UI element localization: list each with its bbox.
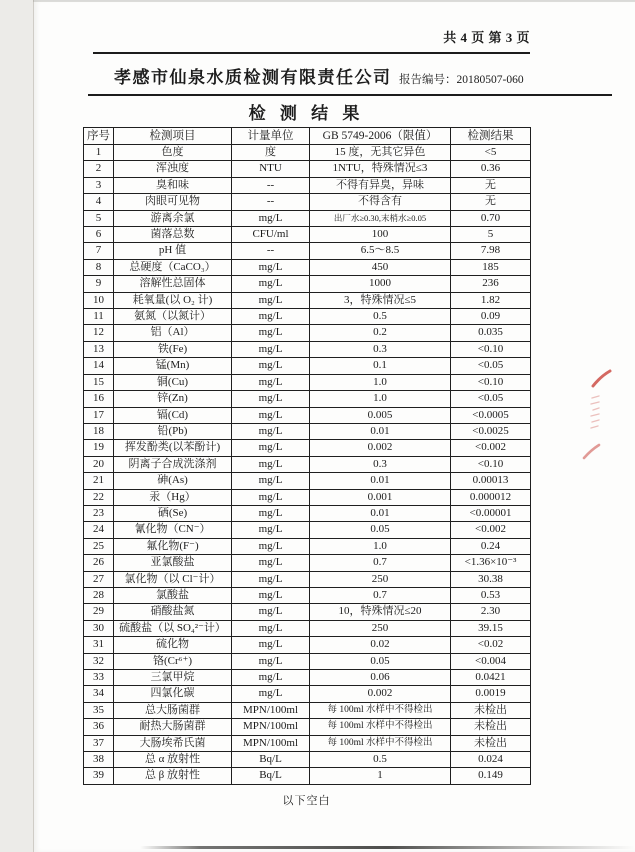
table-cell: 铅(Pb) (114, 423, 232, 439)
table-cell: mg/L (232, 637, 310, 653)
table-cell: 0.1 (310, 358, 451, 374)
report-number (399, 71, 524, 87)
table-cell: mg/L (232, 686, 310, 702)
table-cell: 总 β 放射性 (114, 768, 232, 784)
table-cell: mg/L (232, 358, 310, 374)
table-row (84, 768, 531, 784)
table-cell: 菌落总数 (114, 227, 232, 243)
table-cell: 1000 (310, 276, 451, 292)
table-row (84, 309, 531, 325)
table-row (84, 752, 531, 768)
table-row (84, 735, 531, 751)
table-cell: 2 (84, 161, 114, 177)
table-cell: mg/L (232, 456, 310, 472)
table-cell: Bq/L (232, 752, 310, 768)
table-cell: <1.36×10⁻³ (451, 555, 531, 571)
table-cell: 总大肠菌群 (114, 702, 232, 718)
table-cell: 0.24 (451, 538, 531, 554)
table-cell: 未检出 (451, 702, 531, 718)
table-row (84, 423, 531, 439)
table-cell: 铬(Cr⁶⁺) (114, 653, 232, 669)
table-cell: 19 (84, 440, 114, 456)
table-cell: 1.0 (310, 538, 451, 554)
table-cell: mg/L (232, 604, 310, 620)
table-row (84, 374, 531, 390)
scan-bottom-edge-shadow (140, 846, 635, 849)
results-table (83, 127, 531, 785)
table-row (84, 227, 531, 243)
table-cell: mg/L (232, 210, 310, 226)
table-cell: 0.36 (451, 161, 531, 177)
table-cell: mg/L (232, 473, 310, 489)
table-cell: 氰化物（CN⁻） (114, 522, 232, 538)
table-cell: 0.3 (310, 456, 451, 472)
table-cell: 0.005 (310, 407, 451, 423)
table-cell: 四氯化碳 (114, 686, 232, 702)
table-cell: 0.0019 (451, 686, 531, 702)
table-cell: 阴离子合成洗涤剂 (114, 456, 232, 472)
table-row (84, 407, 531, 423)
table-cell: 出厂水≥0.30,末梢水≥0.05 (310, 210, 451, 226)
table-cell: mg/L (232, 670, 310, 686)
table-cell: 1 (310, 768, 451, 784)
table-cell: 肉眼可见物 (114, 194, 232, 210)
table-cell: <0.05 (451, 358, 531, 374)
table-cell: <0.002 (451, 522, 531, 538)
table-cell: 0.000012 (451, 489, 531, 505)
table-cell: 不得有异臭，异味 (310, 177, 451, 193)
table-row (84, 177, 531, 193)
table-cell: 0.01 (310, 505, 451, 521)
table-cell: 1NTU，特殊情况≤3 (310, 161, 451, 177)
table-cell: 24 (84, 522, 114, 538)
company-name: 孝感市仙泉水质检测有限责任公司 (114, 68, 392, 87)
table-cell: 0.024 (451, 752, 531, 768)
table-cell: 0.7 (310, 587, 451, 603)
page-indicator: 共 4 页 第 3 页 (443, 30, 530, 45)
table-cell: 0.06 (310, 670, 451, 686)
table-header-row (84, 128, 531, 145)
results-table-body (84, 145, 531, 785)
table-cell: 0.01 (310, 423, 451, 439)
table-cell: 铁(Fe) (114, 341, 232, 357)
table-cell: 0.00013 (451, 473, 531, 489)
table-cell: 大肠埃希氏菌 (114, 735, 232, 751)
column-header-result: 检测结果 (451, 128, 531, 145)
table-cell: 1 (84, 145, 114, 161)
table-cell: MPN/100ml (232, 735, 310, 751)
table-cell: 0.05 (310, 653, 451, 669)
table-cell: 氯化物（以 Cl⁻计） (114, 571, 232, 587)
table-cell: MPN/100ml (232, 719, 310, 735)
table-cell: 15 (84, 374, 114, 390)
table-cell: 浑浊度 (114, 161, 232, 177)
table-cell: 色度 (114, 145, 232, 161)
table-cell: 10 (84, 292, 114, 308)
table-row (84, 473, 531, 489)
table-cell: mg/L (232, 653, 310, 669)
table-cell: 0.70 (451, 210, 531, 226)
table-cell: 30.38 (451, 571, 531, 587)
table-cell: 1.0 (310, 391, 451, 407)
table-cell: 39 (84, 768, 114, 784)
table-cell: 0.5 (310, 752, 451, 768)
header-rule-bottom (88, 94, 612, 96)
table-cell: 6 (84, 227, 114, 243)
table-row (84, 522, 531, 538)
table-cell: NTU (232, 161, 310, 177)
table-cell: 22 (84, 489, 114, 505)
table-cell: 250 (310, 571, 451, 587)
table-cell: 氯酸盐 (114, 587, 232, 603)
table-cell: 236 (451, 276, 531, 292)
table-cell: 无 (451, 194, 531, 210)
table-cell: 总硬度（CaCO₃） (114, 259, 232, 275)
table-cell: 铜(Cu) (114, 374, 232, 390)
table-row (84, 325, 531, 341)
table-cell: 挥发酚类(以苯酚计) (114, 440, 232, 456)
table-cell: mg/L (232, 292, 310, 308)
table-cell: mg/L (232, 374, 310, 390)
table-row (84, 604, 531, 620)
table-cell: 镉(Cd) (114, 407, 232, 423)
table-cell: 锰(Mn) (114, 358, 232, 374)
table-cell: -- (232, 177, 310, 193)
table-row (84, 719, 531, 735)
table-cell: 亚氯酸盐 (114, 555, 232, 571)
table-cell: 耗氧量(以 O₂ 计) (114, 292, 232, 308)
table-cell: 三氯甲烷 (114, 670, 232, 686)
table-cell: 臭和味 (114, 177, 232, 193)
table-cell: -- (232, 194, 310, 210)
table-row (84, 686, 531, 702)
report-number-label: 报告编号： (399, 74, 457, 86)
table-cell: 29 (84, 604, 114, 620)
table-cell: mg/L (232, 538, 310, 554)
table-cell: 23 (84, 505, 114, 521)
table-cell: -- (232, 243, 310, 259)
table-cell: 450 (310, 259, 451, 275)
table-cell: 5 (84, 210, 114, 226)
table-cell: mg/L (232, 555, 310, 571)
table-cell: <0.10 (451, 374, 531, 390)
table-cell: 0.2 (310, 325, 451, 341)
table-cell: MPN/100ml (232, 702, 310, 718)
column-header-limit: GB 5749-2006（限值） (310, 128, 451, 145)
table-cell: 0.01 (310, 473, 451, 489)
table-row (84, 440, 531, 456)
below-blank-note: 以下空白 (282, 795, 331, 807)
table-cell: 0.53 (451, 587, 531, 603)
table-row (84, 555, 531, 571)
table-cell: 7.98 (451, 243, 531, 259)
table-cell: <0.004 (451, 653, 531, 669)
table-cell: 无 (451, 177, 531, 193)
table-cell: 15 度，无其它异色 (310, 145, 451, 161)
report-number-value: 20180507-060 (456, 74, 524, 86)
table-cell: 硫化物 (114, 637, 232, 653)
table-cell: 250 (310, 620, 451, 636)
table-cell: 3，特殊情况≤5 (310, 292, 451, 308)
table-cell: 16 (84, 391, 114, 407)
table-cell: 0.002 (310, 440, 451, 456)
table-cell: <0.10 (451, 456, 531, 472)
table-cell: 未检出 (451, 719, 531, 735)
table-cell: 每 100ml 水样中不得检出 (310, 735, 451, 751)
table-cell: 耐热大肠菌群 (114, 719, 232, 735)
header-rule-top (93, 52, 530, 54)
table-cell: 每 100ml 水样中不得检出 (310, 702, 451, 718)
table-cell: 游离余氯 (114, 210, 232, 226)
table-row (84, 161, 531, 177)
table-cell: <0.05 (451, 391, 531, 407)
table-cell: 20 (84, 456, 114, 472)
table-row (84, 620, 531, 636)
table-cell: 0.035 (451, 325, 531, 341)
table-cell: mg/L (232, 571, 310, 587)
table-cell: 氟化物(F⁻) (114, 538, 232, 554)
table-cell: mg/L (232, 391, 310, 407)
table-row (84, 145, 531, 161)
table-cell: <0.10 (451, 341, 531, 357)
table-cell: mg/L (232, 407, 310, 423)
table-cell: mg/L (232, 325, 310, 341)
table-cell: 未检出 (451, 735, 531, 751)
table-cell: 31 (84, 637, 114, 653)
table-cell: 硝酸盐氮 (114, 604, 232, 620)
table-cell: 硫酸盐（以 SO₄²⁻计） (114, 620, 232, 636)
table-cell: 36 (84, 719, 114, 735)
table-row (84, 702, 531, 718)
table-row (84, 456, 531, 472)
table-cell: 氨氮（以氮计） (114, 309, 232, 325)
table-cell: 13 (84, 341, 114, 357)
table-row (84, 489, 531, 505)
column-header-unit: 计量单位 (232, 128, 310, 145)
table-cell: 0.05 (310, 522, 451, 538)
table-cell: 1.0 (310, 374, 451, 390)
table-cell: 0.3 (310, 341, 451, 357)
table-cell: 39.15 (451, 620, 531, 636)
table-row (84, 292, 531, 308)
table-cell: 33 (84, 670, 114, 686)
table-cell: <5 (451, 145, 531, 161)
table-cell: 8 (84, 259, 114, 275)
table-row (84, 194, 531, 210)
column-header-index: 序号 (84, 128, 114, 145)
table-row (84, 243, 531, 259)
table-row (84, 637, 531, 653)
table-cell: <0.002 (451, 440, 531, 456)
table-cell: 硒(Se) (114, 505, 232, 521)
table-cell: 0.001 (310, 489, 451, 505)
table-row (84, 391, 531, 407)
table-cell: 度 (232, 145, 310, 161)
table-cell: 溶解性总固体 (114, 276, 232, 292)
table-cell: 0.149 (451, 768, 531, 784)
table-cell: mg/L (232, 505, 310, 521)
table-cell: 30 (84, 620, 114, 636)
table-cell: 17 (84, 407, 114, 423)
table-cell: 34 (84, 686, 114, 702)
table-cell: 0.02 (310, 637, 451, 653)
table-cell: 汞（Hg） (114, 489, 232, 505)
table-cell: 0.002 (310, 686, 451, 702)
table-cell: mg/L (232, 522, 310, 538)
table-cell: 0.5 (310, 309, 451, 325)
table-cell: 12 (84, 325, 114, 341)
table-cell: 27 (84, 571, 114, 587)
table-cell: pH 值 (114, 243, 232, 259)
table-cell: 11 (84, 309, 114, 325)
table-cell: 铝（Al） (114, 325, 232, 341)
table-row (84, 571, 531, 587)
table-cell: 21 (84, 473, 114, 489)
table-row (84, 341, 531, 357)
table-cell: 18 (84, 423, 114, 439)
table-cell: 10，特殊情况≤20 (310, 604, 451, 620)
table-cell: 2.30 (451, 604, 531, 620)
table-row (84, 670, 531, 686)
column-header-item: 检测项目 (114, 128, 232, 145)
table-row (84, 210, 531, 226)
table-cell: 总 α 放射性 (114, 752, 232, 768)
table-cell: CFU/ml (232, 227, 310, 243)
table-cell: 32 (84, 653, 114, 669)
table-cell: 砷(As) (114, 473, 232, 489)
table-cell: 5 (451, 227, 531, 243)
table-cell: 锌(Zn) (114, 391, 232, 407)
table-cell: 7 (84, 243, 114, 259)
table-cell: 9 (84, 276, 114, 292)
table-cell: <0.0025 (451, 423, 531, 439)
table-cell: 28 (84, 587, 114, 603)
table-cell: 14 (84, 358, 114, 374)
table-row (84, 587, 531, 603)
table-cell: <0.00001 (451, 505, 531, 521)
table-row (84, 538, 531, 554)
table-cell: 25 (84, 538, 114, 554)
table-cell: 3 (84, 177, 114, 193)
table-cell: <0.0005 (451, 407, 531, 423)
table-cell: 185 (451, 259, 531, 275)
table-row (84, 259, 531, 275)
table-cell: 38 (84, 752, 114, 768)
table-row (84, 505, 531, 521)
table-cell: 100 (310, 227, 451, 243)
table-cell: <0.02 (451, 637, 531, 653)
table-cell: mg/L (232, 440, 310, 456)
table-cell: 不得含有 (310, 194, 451, 210)
table-cell: mg/L (232, 620, 310, 636)
table-cell: Bq/L (232, 768, 310, 784)
table-cell: mg/L (232, 341, 310, 357)
scan-top-edge-shadow (33, 0, 635, 2)
table-cell: 0.7 (310, 555, 451, 571)
table-cell: mg/L (232, 423, 310, 439)
table-cell: 1.82 (451, 292, 531, 308)
table-cell: 0.09 (451, 309, 531, 325)
table-row (84, 653, 531, 669)
table-cell: mg/L (232, 587, 310, 603)
table-cell: 每 100ml 水样中不得检出 (310, 719, 451, 735)
table-cell: mg/L (232, 489, 310, 505)
table-cell: 4 (84, 194, 114, 210)
table-cell: 35 (84, 702, 114, 718)
table-row (84, 358, 531, 374)
table-cell: 0.0421 (451, 670, 531, 686)
table-cell: 37 (84, 735, 114, 751)
table-cell: mg/L (232, 309, 310, 325)
table-cell: mg/L (232, 276, 310, 292)
page-title: 检 测 结 果 (248, 104, 365, 123)
table-cell: 26 (84, 555, 114, 571)
table-cell: 6.5～8.5 (310, 243, 451, 259)
table-row (84, 276, 531, 292)
table-cell: mg/L (232, 259, 310, 275)
